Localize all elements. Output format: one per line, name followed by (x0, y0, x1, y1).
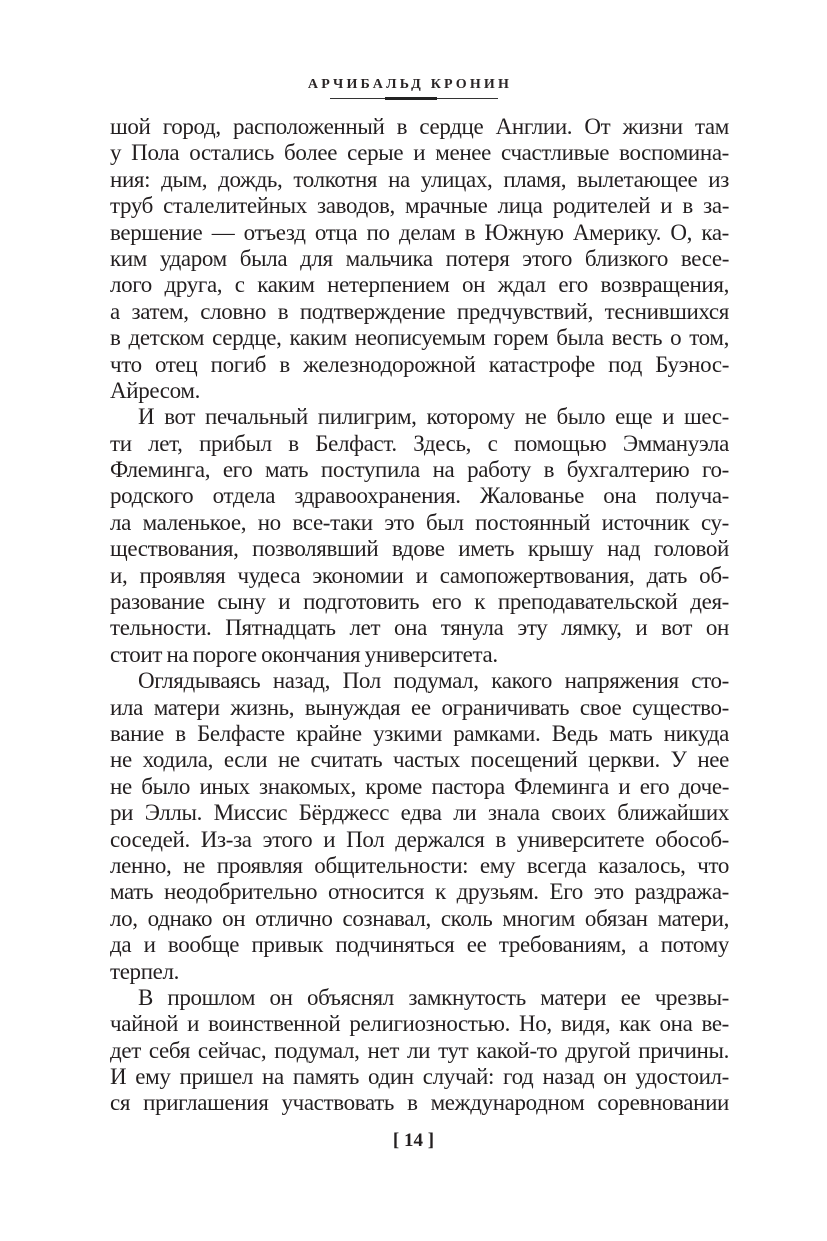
text-line: И ему пришел на память один случай: год назад он удостоил- (110, 1064, 729, 1090)
paragraph (110, 404, 729, 668)
text-line: и, проявляя чудеса экономии и самопожертвования, дать об- (110, 562, 729, 588)
running-head-author: АРЧИБАЛЬД КРОНИН (307, 77, 513, 92)
text-line: родского отдела здравоохранения. Жалованье она получа- (110, 483, 729, 509)
text-line: дет себя сейчас, подумал, нет ли тут какой-то другой причины. (110, 1037, 729, 1063)
text-line: что отец погиб в железнодорожной катастрофе под Буэнос- (110, 351, 729, 377)
text-line: ния: дым, дождь, толкотня на улицах, пламя, вылетающее из (110, 166, 729, 192)
text-line: а затем, словно в подтверждение предчувствий, теснившихся (110, 298, 729, 324)
body-text (110, 114, 729, 1117)
text-line: стоит на пороге окончания университета. (110, 641, 498, 667)
text-line: ти лет, прибыл в Белфаст. Здесь, с помощью Эммануэла (110, 430, 729, 456)
header-rule-accent (385, 97, 437, 100)
text-line: не было иных знакомых, кроме пастора Флеминга и его доче- (110, 773, 729, 799)
text-line: ществования, позволявший вдове иметь крышу над головой (110, 536, 729, 562)
text-line: шой город, расположенный в сердце Англии. От жизни там (110, 114, 729, 139)
text-line: лого друга, с каким нетерпением он ждал его возвращения, (110, 272, 729, 298)
text-line: мать неодобрительно относится к друзьям. Его это раздража- (110, 879, 729, 905)
text-line: ло, однако он отлично сознавал, сколь многим обязан матери, (110, 905, 729, 931)
text-line: Оглядываясь назад, Пол подумал, какого напряжения сто- (138, 668, 729, 694)
text-line: соседей. Из-за этого и Пол держался в университете обособ- (110, 826, 729, 852)
text-line: труб сталелитейных заводов, мрачные лица родителей и в за- (110, 193, 729, 219)
text-line: ри Эллы. Миссис Бёрджесс едва ли знала своих ближайших (110, 800, 729, 826)
text-line: Флеминга, его мать поступила на работу в бухгалтерию го- (110, 457, 729, 483)
text-line: да и вообще привык подчиняться ее требованиям, а потому (110, 932, 729, 958)
text-line: тельности. Пятнадцать лет она тянула эту лямку, и вот он (110, 615, 729, 641)
paragraph (110, 114, 729, 404)
text-line: терпел. (110, 958, 180, 984)
text-line: ким ударом была для мальчика потеря этого близкого весе- (110, 245, 729, 271)
text-line: ленно, не проявляя общительности: ему всегда казалось, что (110, 852, 729, 878)
text-line: разование сыну и подготовить его к преподавательской дея- (110, 589, 729, 615)
page-number: [ 14 ] (392, 1130, 435, 1151)
paragraph (110, 668, 729, 985)
text-line: В прошлом он объяснял замкнутость матери ее чрезвы- (138, 984, 729, 1010)
text-line: у Пола остались более серые и менее счастливые воспомина- (110, 140, 729, 166)
text-line: не ходила, если не считать частых посещений церкви. У нее (110, 747, 729, 773)
text-line: ила матери жизнь, вынуждая ее ограничивать свое существо- (110, 694, 729, 720)
paragraph (110, 985, 729, 1117)
text-line: вершение — отъезд отца по делам в Южную Америку. О, ка- (110, 219, 729, 245)
text-line: чайной и воинственной религиозностью. Но, видя, как она ве- (110, 1011, 729, 1037)
text-line: Айресом. (110, 377, 200, 403)
text-line: вание в Белфасте крайне узкими рамками. Ведь мать никуда (110, 720, 729, 746)
text-line: И вот печальный пилигрим, которому не было еще и шес- (138, 404, 729, 430)
text-line: ла маленькое, но все-таки это был постоянный источник су- (110, 509, 729, 535)
text-line: ся приглашения участвовать в международном соревновании (110, 1090, 729, 1116)
text-line: в детском сердце, каким неописуемым горем была весть о том, (110, 325, 729, 351)
